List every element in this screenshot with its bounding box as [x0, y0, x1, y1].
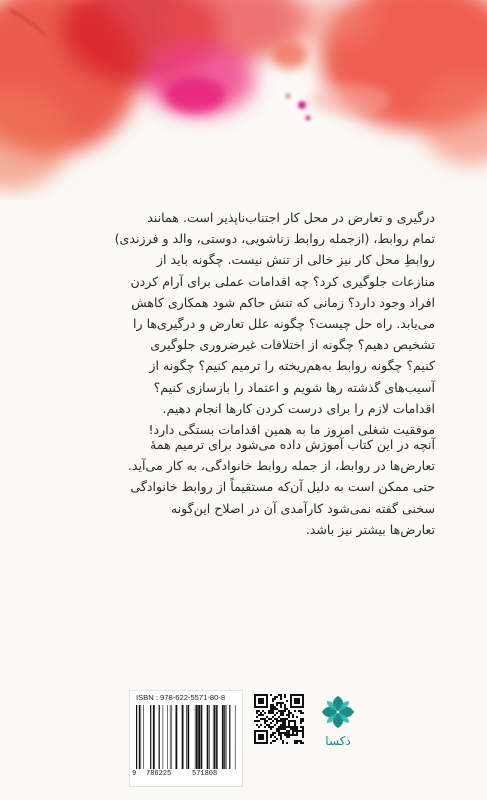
text-line: تعارض‌ها در روابط، از جمله روابط خانوادگی، به کار می‌آید.	[127, 458, 435, 474]
text-line: سخنی گفته نمی‌شود کارآمدی آن در اصلاح این‌گونه	[170, 500, 435, 516]
isbn-barcode	[129, 690, 243, 787]
text-line: اقدامات لازم را برای درست کردن کارها انجام دهیم.	[162, 400, 435, 416]
text-line: آنچه در این کتاب آموزش داده می‌شود برای ترمیم همهٔ	[150, 437, 435, 452]
text-line: افراد وجود دارد؟ زمانی که تنش حاکم شود همکاری کاهش	[131, 294, 435, 310]
text-line: منازعات جلوگیری کرد؟ چه اقدامات عملی برای آرام کردن	[130, 273, 435, 289]
text-line: تعارض‌ها بیشتر نیز باشد.	[305, 521, 435, 537]
barcode-bars	[136, 705, 236, 769]
text-line: آسیب‌های گذشته رها شویم و اعتماد را بازسازی کنیم؟	[153, 379, 435, 395]
isbn-label: ISBN : 978-622-5571-80-8	[136, 693, 226, 702]
publisher-name: ذکسا	[325, 734, 351, 748]
barcode-digit-lead: 9	[132, 770, 137, 778]
description-paragraph-2	[55, 434, 435, 540]
description-paragraph-1	[55, 207, 435, 440]
barcode-digits-right: 571808	[192, 770, 218, 778]
text-line: می‌یابد. راه حل چیست؟ چگونه علل تعارض و درگیری‌ها را	[133, 316, 435, 332]
watercolor-splash	[0, 0, 487, 200]
text-line: موفقیت شغلی امروز ما به همین اقدامات بستگی دارد!	[148, 422, 435, 438]
text-line: درگیری و تعارض در محل کار اجتناب‌ناپذیر است. همانند	[147, 210, 435, 225]
text-line: کنیم؟ چگونه روابط به‌هم‌ریخته را ترمیم کنیم؟ چگونه از	[149, 358, 435, 374]
qr-code	[254, 694, 304, 744]
text-line: تشخیص دهیم؟ چگونه از اختلافات غیرضروری جلوگیری	[150, 337, 435, 353]
text-line: روابطِ محل کار نیز خالی از تنش نیست. چگونه باید از	[156, 252, 435, 268]
text-line: تمام روابط، (ازجمله روابط زناشویی، دوستی، والد و فرزندی)	[114, 231, 435, 247]
text-line: حتی ممکن است به دلیل آن‌که مستقیماً از روابط خانوادگی	[130, 479, 435, 495]
publisher-logo-icon	[318, 692, 358, 732]
barcode-digits-left: 786225	[146, 770, 172, 778]
